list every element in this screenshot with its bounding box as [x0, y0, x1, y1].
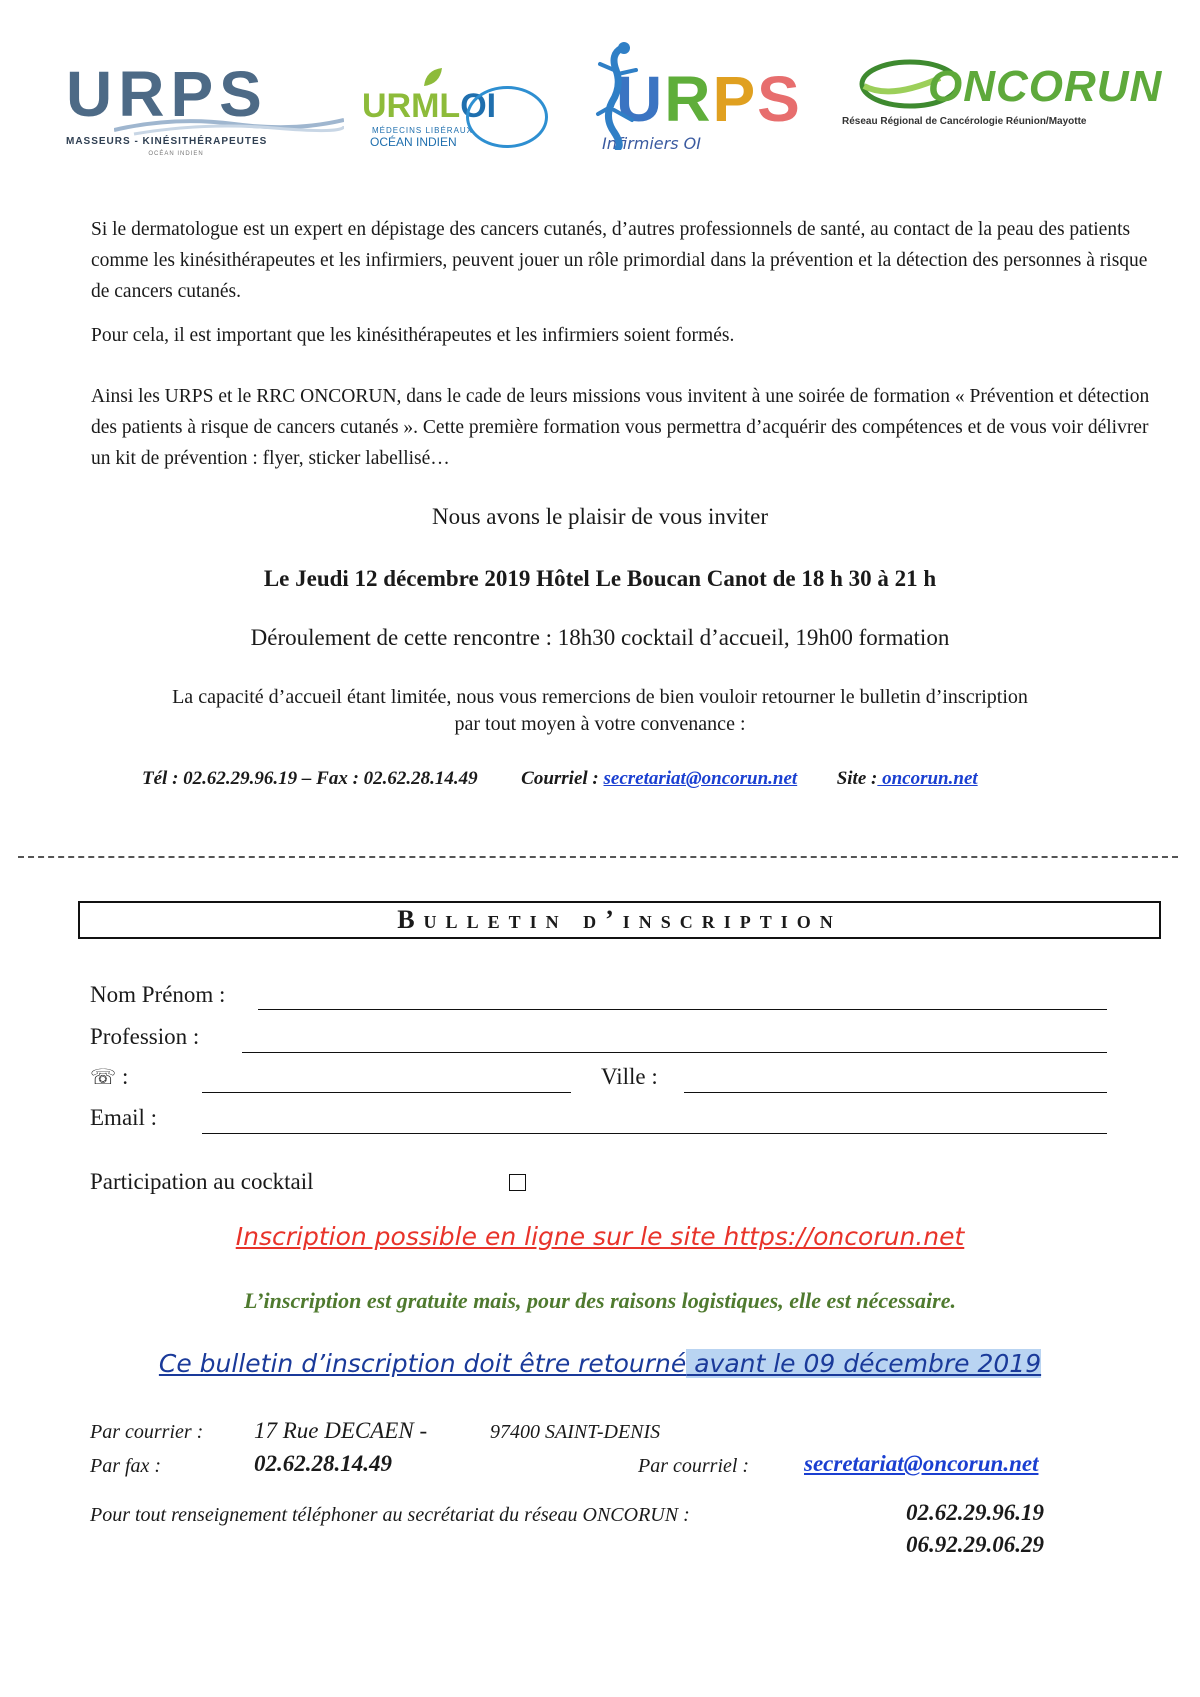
cocktail-label: Participation au cocktail: [90, 1169, 314, 1194]
info-phone-2: 06.92.29.06.29: [906, 1532, 1044, 1557]
event-line: Le Jeudi 12 décembre 2019 Hôtel Le Boucan Canot de 18 h 30 à 21 h: [263, 566, 937, 591]
city-field[interactable]: [684, 1092, 1107, 1093]
courriel-label: Par courriel :: [638, 1455, 750, 1477]
fax-label: Par fax :: [90, 1455, 162, 1477]
urml-region: OCÉAN INDIEN: [370, 135, 457, 149]
online-registration-link[interactable]: Inscription possible en ligne sur le site https://oncorun.net: [235, 1222, 965, 1251]
city-label: Ville :: [601, 1064, 658, 1089]
profession-label: Profession :: [90, 1024, 200, 1049]
leaf-icon: [422, 66, 444, 88]
capacity-line-2: par tout moyen à votre convenance :: [454, 713, 746, 735]
name-label: Nom Prénom :: [90, 982, 226, 1007]
info-phone-1: 02.62.29.96.19: [906, 1500, 1044, 1525]
site-link[interactable]: oncorun.net: [877, 768, 978, 789]
fax-value: 02.62.28.14.49: [254, 1451, 392, 1476]
oncorun-subtitle: Réseau Régional de Cancérologie Réunion/Mayotte: [842, 116, 1087, 127]
intro-paragraph-1: Si le dermatologue est un expert en dépistage des cancers cutanés, d’autres professionnels de santé, au contact de la peau des patients comme les kinésithérapeutes et les infirmiers, peuvent jouer un rôle primordial dans la prévention et la détection des personnes à risque de cancers cutanés.: [91, 219, 1148, 302]
logo-strip: [0, 40, 1200, 170]
cut-divider: [18, 856, 1178, 858]
schedule-line: Déroulement de cette rencontre : 18h30 cocktail d’accueil, 19h00 formation: [250, 625, 950, 650]
urps-inf-subtitle: Infirmiers OI: [602, 134, 701, 153]
email-field[interactable]: [202, 1133, 1107, 1134]
email-label: Email :: [90, 1105, 158, 1130]
site-label: Site :: [836, 768, 878, 789]
gecko-icon: [592, 40, 648, 150]
urml-subtitle: MÉDECINS LIBÉRAUX: [372, 126, 474, 135]
cocktail-checkbox[interactable]: [509, 1174, 526, 1191]
intro-paragraph-2: Pour cela, il est important que les kinésithérapeutes et les infirmiers soient formés.: [91, 325, 735, 346]
contact-line: [142, 768, 1102, 790]
profession-field[interactable]: [242, 1052, 1107, 1053]
courrier-city: 97400 SAINT-DENIS: [490, 1421, 661, 1443]
mail-label: Courriel :: [521, 768, 599, 789]
urml-logo: [362, 60, 542, 170]
ring-graphic: [466, 86, 548, 148]
deadline-notice: Ce bulletin d’inscription doit être retourné avant le 09 décembre 2019: [158, 1349, 1042, 1378]
urml-title: URMLOI: [362, 87, 497, 125]
free-notice: L’inscription est gratuite mais, pour des raisons logistiques, elle est nécessaire.: [244, 1288, 956, 1313]
urps-mk-logo: [66, 58, 286, 162]
bulletin-title: Bulletin d’inscription: [78, 901, 1161, 939]
courriel-link[interactable]: secretariat@oncorun.net: [804, 1451, 1039, 1476]
info-label: Pour tout renseignement téléphoner au secrétariat du réseau ONCORUN :: [90, 1504, 690, 1526]
deadline-highlight: avant le 09 décembre 2019: [686, 1349, 1042, 1378]
phone-field[interactable]: [202, 1092, 571, 1093]
urps-mk-subtitle: MASSEURS - KINÉSITHÉRAPEUTES: [66, 136, 268, 147]
name-field[interactable]: [258, 1009, 1107, 1010]
urps-inf-title: URPS: [616, 63, 802, 135]
intro-paragraph-3: Ainsi les URPS et le RRC ONCORUN, dans le cade de leurs missions vous invitent à une soirée de formation « Prévention et détection des patients à risque de cancers cutanés ». Cette première formation vous permettra d’acquérir des compétences et de vous voir délivrer un kit de prévention : flyer, sticker labellisé…: [91, 386, 1150, 469]
invite-line: Nous avons le plaisir de vous inviter: [431, 504, 768, 529]
tel-fax: Tél : 02.62.29.96.19 – Fax : 02.62.28.14.49: [142, 768, 478, 789]
swoosh-graphic: [114, 114, 344, 136]
urps-mk-title: URPS: [66, 58, 268, 130]
urps-infirmiers-logo: [592, 40, 802, 170]
courrier-address: 17 Rue DECAEN -: [254, 1418, 428, 1443]
oncorun-title: ONCORUN: [928, 62, 1163, 111]
courrier-label: Par courrier :: [90, 1421, 204, 1443]
oncorun-logo: [842, 54, 1163, 164]
phone-label: ☏ :: [90, 1064, 129, 1089]
mail-link[interactable]: secretariat@oncorun.net: [603, 768, 798, 789]
phone-icon: ☏: [90, 1065, 117, 1089]
urps-mk-region: OCÉAN INDIEN: [148, 151, 204, 157]
capacity-line-1: La capacité d’accueil étant limitée, nous vous remercions de bien vouloir retourner le bulletin d’inscription: [172, 686, 1028, 708]
